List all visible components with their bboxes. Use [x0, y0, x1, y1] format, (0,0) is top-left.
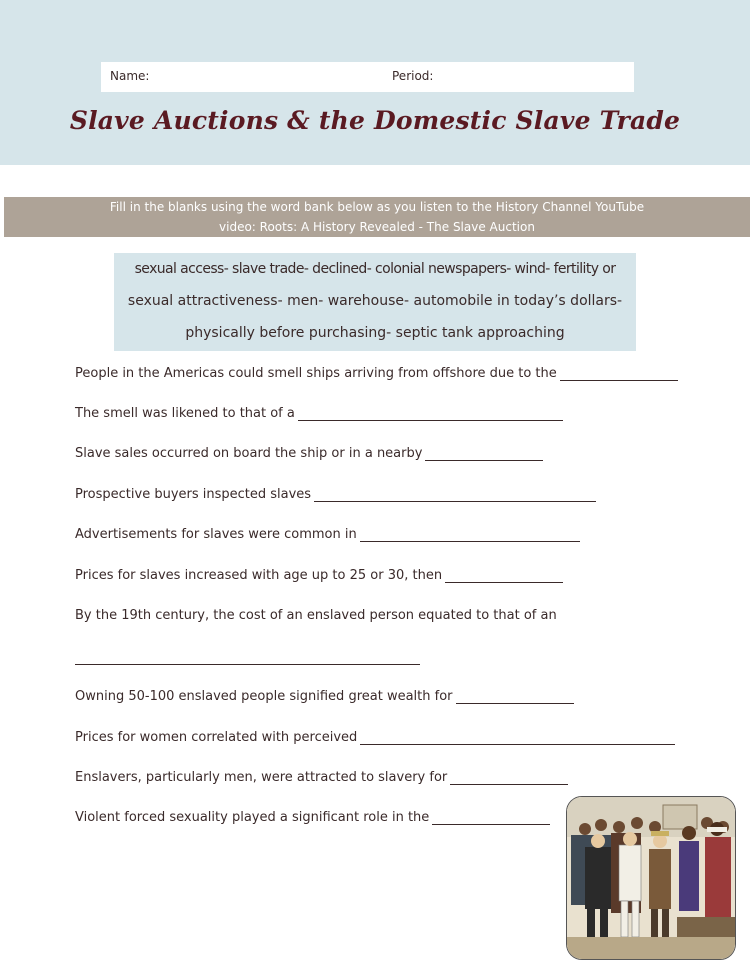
answer-blank[interactable] [560, 366, 678, 381]
answer-blank[interactable] [298, 406, 563, 421]
name-period-box[interactable] [101, 62, 634, 92]
answer-blank[interactable] [432, 810, 550, 825]
question-2 [75, 406, 563, 421]
question-8 [75, 689, 574, 704]
question-4 [75, 487, 596, 502]
answer-blank[interactable] [314, 487, 596, 502]
question-text: The smell was likened to that of a [75, 406, 295, 421]
answer-blank[interactable] [450, 770, 568, 785]
question-text: Slave sales occurred on board the ship or in a nearby [75, 446, 423, 461]
question-11 [75, 810, 550, 825]
worksheet-title: Slave Auctions & the Domestic Slave Trade [69, 106, 681, 135]
question-text: Prices for women correlated with perceived [75, 730, 358, 745]
question-text: Owning 50-100 enslaved people signified great wealth for [75, 689, 453, 704]
question-10 [75, 770, 568, 785]
question-text: Violent forced sexuality played a significant role in the [75, 810, 430, 825]
answer-blank[interactable] [445, 568, 563, 583]
answer-blank[interactable] [425, 446, 543, 461]
question-text: Enslavers, particularly men, were attracted to slavery for [75, 770, 448, 785]
question-7 [75, 608, 557, 623]
question-9 [75, 730, 675, 745]
header-band [0, 0, 750, 165]
question-text: Prospective buyers inspected slaves [75, 487, 312, 502]
question-3 [75, 446, 543, 461]
question-text: Advertisements for slaves were common in [75, 527, 357, 542]
word-bank-line-3: physically before purchasing- septic tank approaching [185, 325, 565, 341]
answer-blank-question-7[interactable] [75, 664, 420, 665]
instruction-line-2: video: Roots: A History Revealed - The Slave Auction [219, 220, 535, 234]
question-6 [75, 568, 563, 583]
answer-blank[interactable] [360, 730, 675, 745]
question-text: Prices for slaves increased with age up to 25 or 30, then [75, 568, 443, 583]
question-5 [75, 527, 580, 542]
instruction-bar [4, 197, 750, 237]
question-text: By the 19th century, the cost of an enslaved person equated to that of an [75, 608, 557, 623]
answer-blank[interactable] [456, 689, 574, 704]
question-text: People in the Americas could smell ships arriving from offshore due to the [75, 366, 557, 381]
slave-auction-illustration [566, 796, 736, 960]
instruction-line-1: Fill in the blanks using the word bank below as you listen to the History Channel YouTube [109, 200, 645, 214]
name-label: Name: [110, 69, 150, 83]
period-label: Period: [392, 69, 434, 83]
word-bank [114, 253, 636, 351]
answer-blank[interactable] [360, 527, 580, 542]
question-1 [75, 366, 678, 381]
word-bank-line-2: sexual attractiveness- men- warehouse- automobile in today’s dollars- [127, 293, 623, 309]
word-bank-line-1: sexual access- slave trade- declined- colonial newspapers- wind- fertility or [134, 261, 616, 277]
